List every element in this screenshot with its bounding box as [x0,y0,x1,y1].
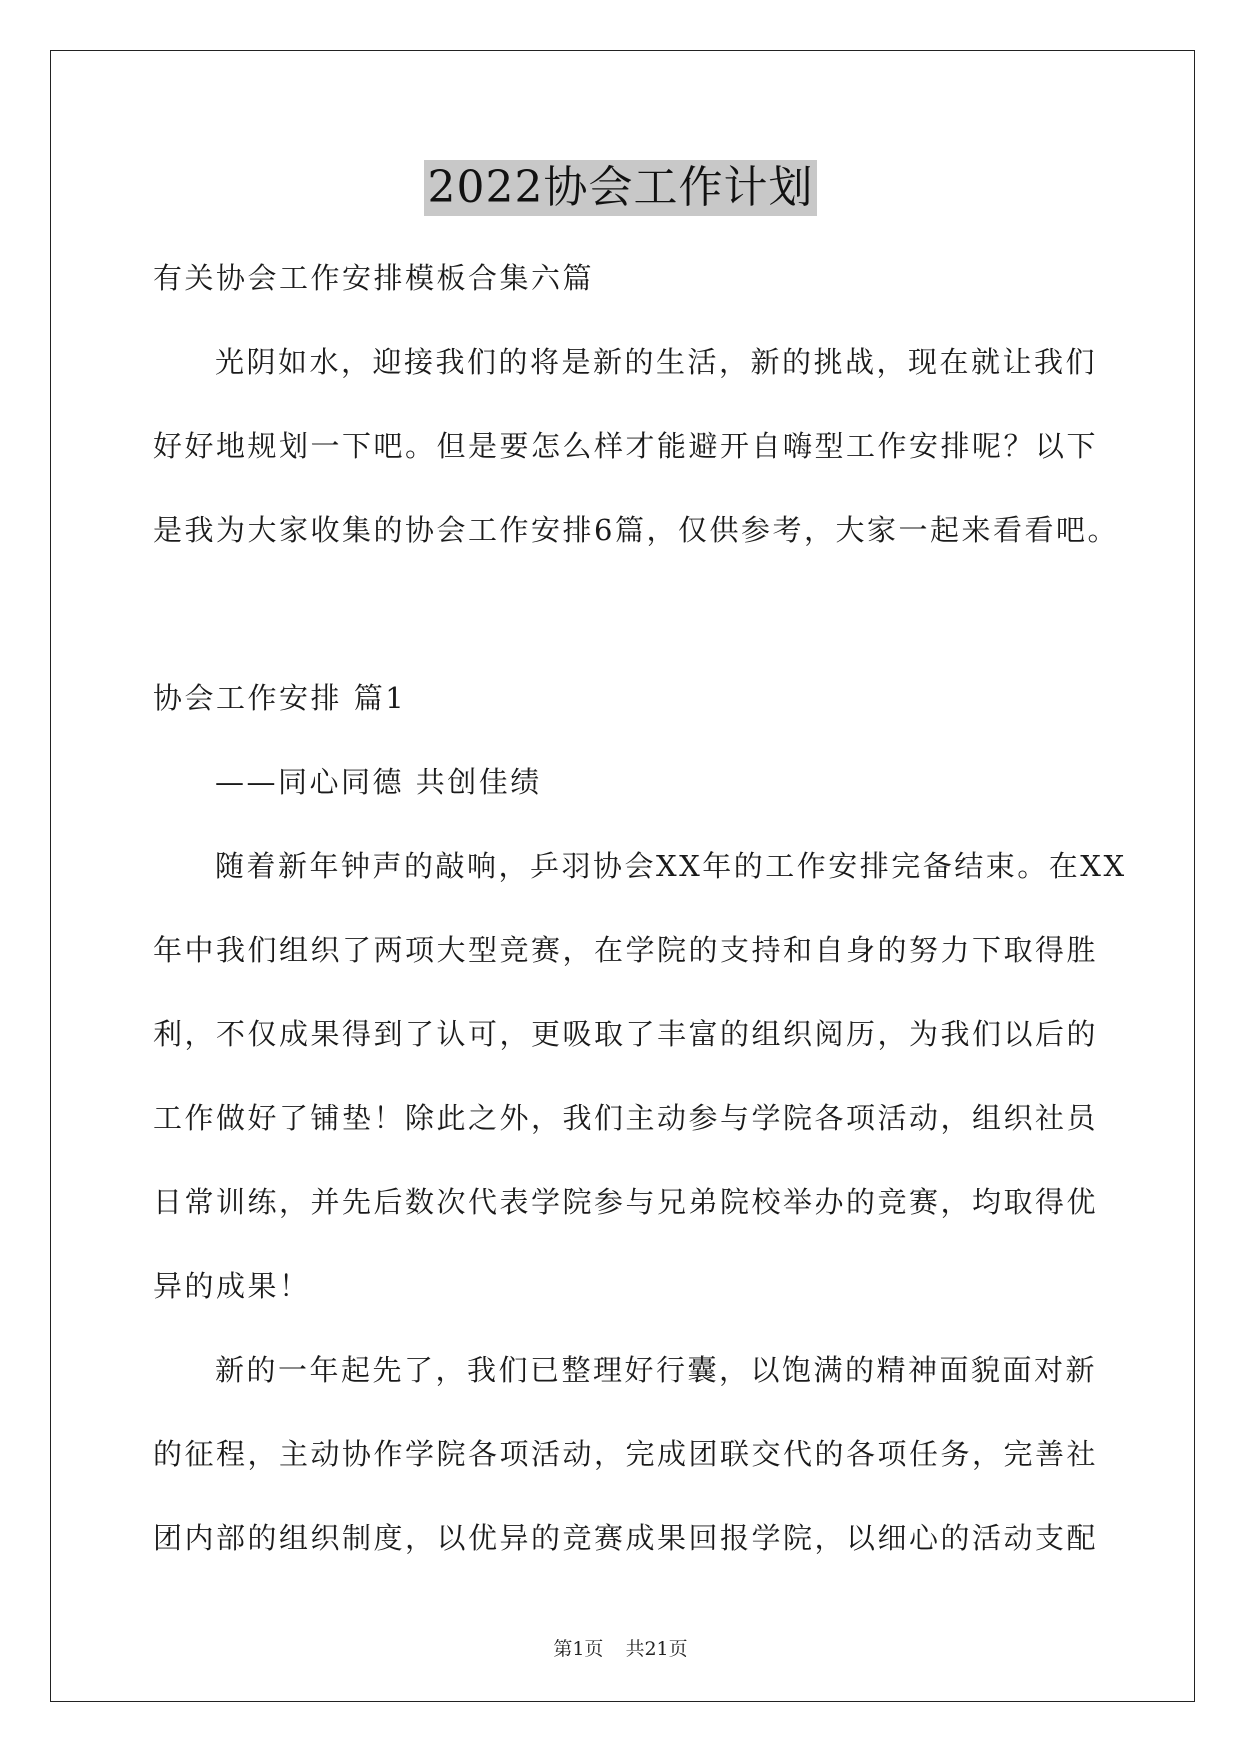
intro-line: 好好地规划一下吧。但是要怎么样才能避开自嗨型工作安排呢？以下 [153,429,1099,463]
blank-line [153,572,1099,656]
paragraph-line: 年中我们组织了两项大型竞赛，在学院的支持和自身的努力下取得胜 [153,933,1099,967]
paragraph-line: 利，不仅成果得到了认可，更吸取了丰富的组织阅历，为我们以后的 [153,1017,1099,1051]
intro-line: 是我为大家收集的协会工作安排6篇，仅供参考，大家一起来看看吧。 [153,513,1119,547]
document-subtitle: 有关协会工作安排模板合集六篇 [153,261,595,295]
section-motto: ——同心同德 共创佳绩 [215,765,542,799]
title-container [0,160,1241,216]
paragraph-line: 团内部的组织制度，以优异的竞赛成果回报学院，以细心的活动支配 [153,1521,1099,1555]
page-total: 共21页 [625,1638,688,1660]
page-number: 第1页 [553,1638,604,1660]
paragraph-line: 新的一年起先了，我们已整理好行囊，以饱满的精神面貌面对新 [215,1353,1098,1387]
section-heading: 协会工作安排 篇1 [153,681,407,715]
paragraph-line: 随着新年钟声的敲响，乒羽协会XX年的工作安排完备结束。在XX [215,849,1127,883]
document-title: 2022协会工作计划 [424,160,818,216]
paragraph-line: 的征程，主动协作学院各项活动，完成团联交代的各项任务，完善社 [153,1437,1099,1471]
paragraph-line: 工作做好了铺垫！除此之外，我们主动参与学院各项活动，组织社员 [153,1101,1099,1135]
document-body [153,236,1127,1580]
paragraph-line: 异的成果！ [153,1269,311,1303]
paragraph-line: 日常训练，并先后数次代表学院参与兄弟院校举办的竞赛，均取得优 [153,1185,1099,1219]
page-footer [0,1634,1241,1661]
intro-line: 光阴如水，迎接我们的将是新的生活，新的挑战，现在就让我们 [215,345,1098,379]
